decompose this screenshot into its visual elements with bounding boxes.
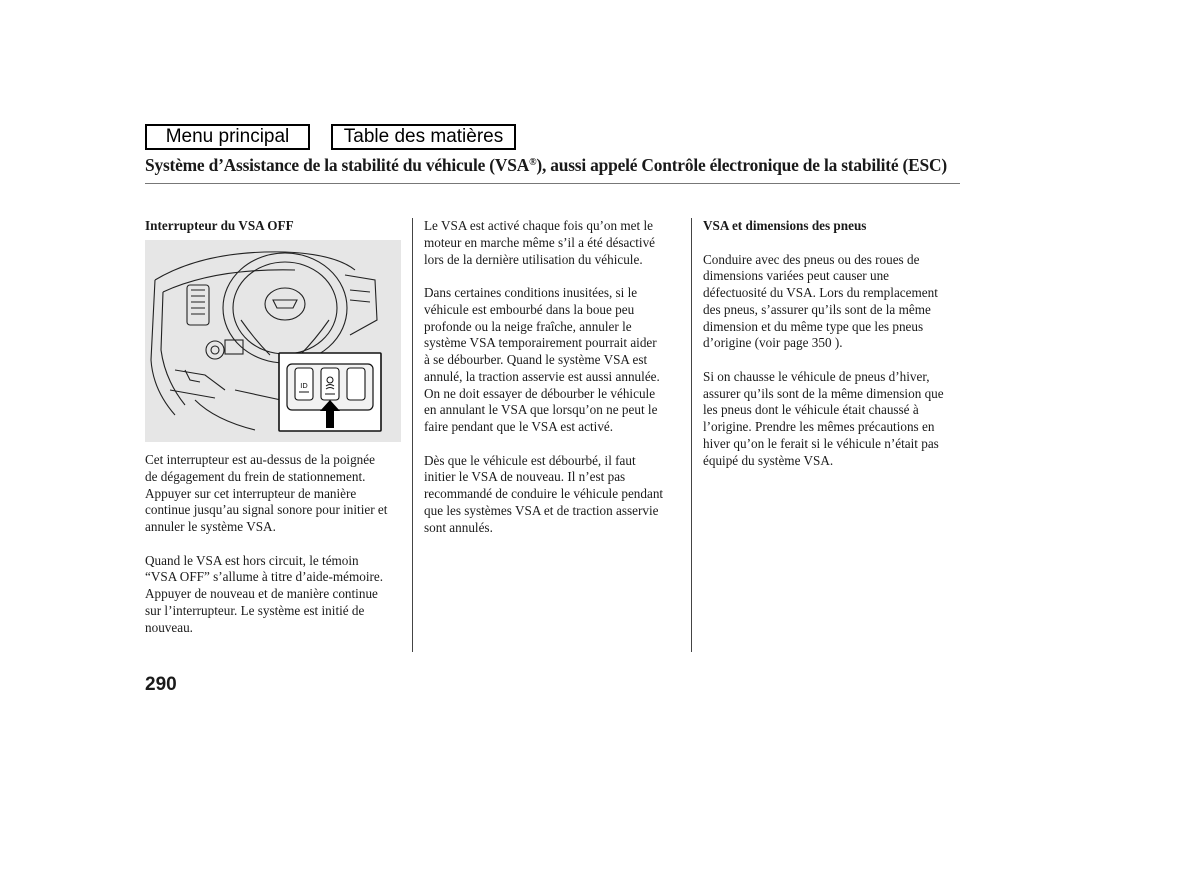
paragraph: Quand le VSA est hors circuit, le témoin “VSA OFF” s’allume à titre d’aide-mémoire. Appuyer de nouveau et de manière continue sur l’interrupteur. Le système est initié de nouveau. [145, 552, 384, 635]
column-3-text [703, 218, 965, 486]
section-heading-vsa-off-switch: Interrupteur du VSA OFF [145, 218, 294, 233]
paragraph: Si on chausse le véhicule de pneus d’hiver, assurer qu’ils sont de la même dimension que les pneus dont le véhicule était chaussé à l’origine. Prendre les mêmes précautions en hiver qu’on le ferait si le véhicule n’était pas équipé du système VSA. [703, 368, 944, 468]
section-heading-tire-size: VSA et dimensions des pneus [703, 218, 867, 233]
page-number: 290 [145, 674, 177, 695]
main-menu-button[interactable]: Menu principal [145, 124, 310, 150]
column-2-text [424, 218, 686, 553]
dashboard-illustration [145, 240, 401, 442]
paragraph: Cet interrupteur est au-dessus de la poignée de dégagement du frein de stationnement. Appuyer sur cet interrupteur de manière continue jusqu’au signal sonore pour initier et annuler le système VSA. [145, 452, 388, 534]
paragraph: Dès que le véhicule est débourbé, il faut initier le VSA de nouveau. Il n’est pas recommandé de conduire le véhicule pendant que les systèmes VSA et de traction asservie sont annulés. [424, 452, 664, 535]
registered-mark: ® [529, 157, 537, 168]
dashboard-drawing [145, 240, 401, 442]
paragraph: Dans certaines conditions inusitées, si le véhicule est embourbé dans la boue peu profonde ou la neige fraîche, annuler le système VSA temporairement pourrait aider à se débourber. Quand le système VSA est annulé, la traction asservie est aussi annulée. On ne doit essayer de débourber le véhicule en annulant le VSA que lorsqu’on ne peut le faire pendant que le VSA est activé. [424, 285, 660, 434]
paragraph: Le VSA est activé chaque fois qu’on met le moteur en marche même s’il a été désactivé lors de la dernière utilisation du véhicule. [424, 218, 656, 267]
page-title [145, 155, 975, 176]
paragraph: Conduire avec des pneus ou des roues de dimensions variées peut causer une défectuosité du VSA. Lors du remplacement des pneus, s’assurer qu’ils sont de la même dimension et du même type que les pneus d’origine (voir page 350 ). [703, 251, 938, 351]
column-divider-1 [412, 218, 413, 652]
table-of-contents-button[interactable]: Table des matières [331, 124, 516, 150]
column-1-text [145, 452, 407, 653]
svg-text:ID: ID [300, 382, 308, 390]
column-divider-2 [691, 218, 692, 652]
title-part-2: ), aussi appelé Contrôle électronique de la stabilité (ESC) [536, 155, 947, 175]
title-divider [145, 183, 960, 184]
title-part-1: Système d’Assistance de la stabilité du véhicule (VSA [145, 155, 530, 175]
